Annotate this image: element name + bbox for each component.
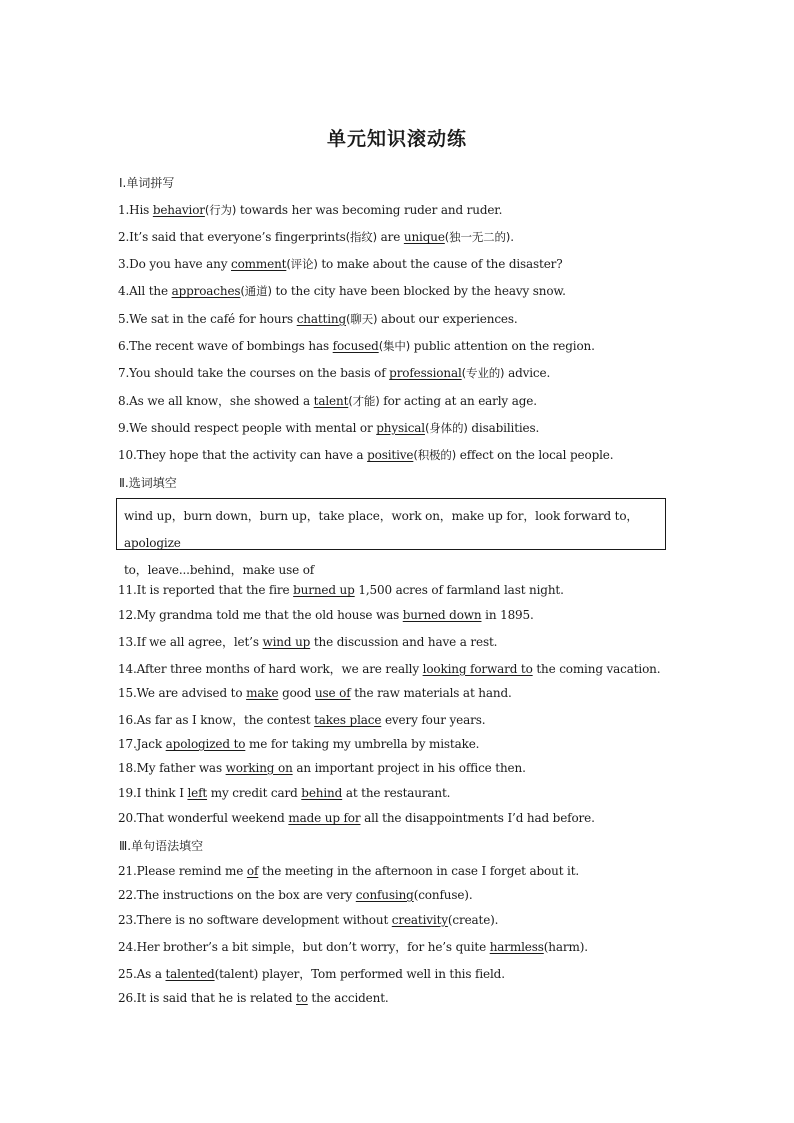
answer: apologized to [165,737,246,751]
answer: confusing [355,888,414,902]
question-1: 1.His behavior(行为) towards her was becoming ruder and ruder. [118,203,503,217]
question-16: 16.As far as I know，the contest takes place every four years. [118,713,486,727]
question-17: 17.Jack apologized to me for taking my umbrella by mistake. [118,737,480,751]
question-25: 25.As a talented(talent) player，Tom performed well in this field. [118,967,505,981]
answer: left [187,786,208,800]
question-2: 2.It’s said that everyone’s fingerprints(指纹) are unique(独一无二的). [118,230,514,244]
question-21: 21.Please remind me of the meeting in the afternoon in case I forget about it. [118,864,580,878]
question-9: 9.We should respect people with mental or physical(身体的) disabilities. [118,421,540,435]
answer: takes place [314,713,382,727]
question-24: 24.Her brother’s a bit simple，but don’t worry，for he’s quite harmless(harm). [118,940,588,954]
page-title: 单元知识滚动练 [326,128,467,150]
question-18: 18.My father was working on an important project in his office then. [118,761,526,775]
answer: burned down [402,608,482,622]
answer: of [246,864,259,878]
answer: chatting [296,312,347,326]
answer: focused [332,339,379,353]
answer: comment [231,257,287,271]
answer: looking forward to [422,662,533,676]
question-26: 26.It is said that he is related to the accident. [118,991,389,1005]
answer: harmless [489,940,544,954]
answer: approaches [171,284,241,298]
question-5: 5.We sat in the café for hours chatting(聊天) about our experiences. [118,312,518,326]
answer: professional [389,366,462,380]
question-6: 6.The recent wave of bombings has focused(集中) public attention on the region. [118,339,595,353]
question-10: 10.They hope that the activity can have a positive(积极的) effect on the local people. [118,448,614,462]
answer: talented [165,967,215,981]
word-bank-line-2: to，leave...behind，make use of [124,563,315,577]
question-23: 23.There is no software development without creativity(create). [118,913,499,927]
question-3: 3.Do you have any comment(评论) to make about the cause of the disaster? [118,257,563,271]
answer: burned up [293,583,355,597]
answer: behavior [152,203,205,217]
answer: positive [367,448,414,462]
word-bank-box [116,498,666,577]
question-19: 19.I think I left my credit card behind at the restaurant. [118,786,451,800]
answer: physical [376,421,425,435]
question-11: 11.It is reported that the fire burned up 1,500 acres of farmland last night. [118,583,564,597]
question-7: 7.You should take the courses on the basis of professional(专业的) advice. [118,366,551,380]
answer: made up for [288,811,361,825]
section-heading-grammar: Ⅲ.单句语法填空 [119,839,204,853]
answer: wind up [262,635,311,649]
section-heading-spelling: Ⅰ.单词拼写 [119,176,175,190]
question-8: 8.As we all know，she showed a talent(才能) for acting at an early age. [118,394,537,408]
answer: make [246,686,279,700]
answer: to [296,991,308,1005]
answer: behind [301,786,343,800]
answer: use of [314,686,351,700]
question-15: 15.We are advised to make good use of the raw materials at hand. [118,686,512,700]
question-4: 4.All the approaches(通道) to the city have been blocked by the heavy snow. [118,284,566,298]
answer: unique [403,230,445,244]
answer: talent [313,394,349,408]
question-22: 22.The instructions on the box are very confusing(confuse). [118,888,473,902]
section-heading-word-choice: Ⅱ.选词填空 [119,476,177,490]
question-12: 12.My grandma told me that the old house was burned down in 1895. [118,608,534,622]
answer: creativity [391,913,448,927]
question-14: 14.After three months of hard work，we are really looking forward to the coming vacation. [118,662,661,676]
question-20: 20.That wonderful weekend made up for all the disappointments I’d had before. [118,811,595,825]
word-bank-line-1: wind up，burn down，burn up，take place，work on，make up for，look forward to，apologize [124,509,639,550]
question-13: 13.If we all agree，let’s wind up the discussion and have a rest. [118,635,498,649]
answer: working on [225,761,293,775]
